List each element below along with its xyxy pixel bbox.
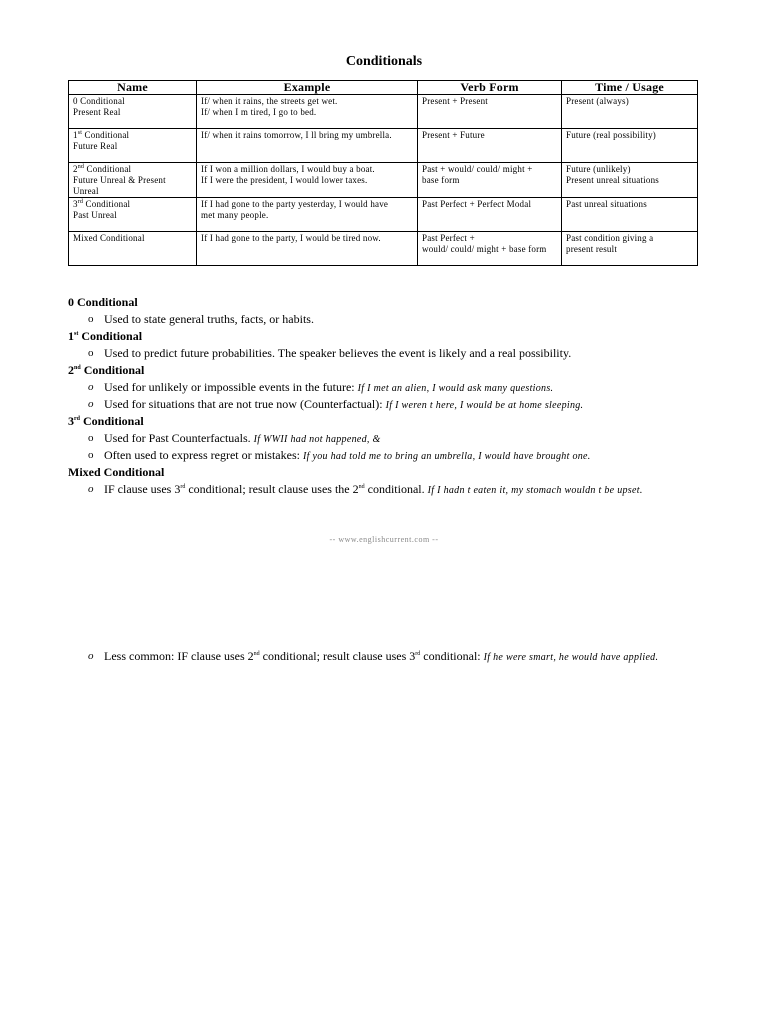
item-text: Used for Past Counterfactuals. xyxy=(104,431,254,445)
table-row xyxy=(69,232,698,266)
cell-text: 0 Conditional xyxy=(73,96,125,106)
cell-text: Present unreal situations xyxy=(566,175,659,185)
cell-example xyxy=(197,95,418,129)
list-item xyxy=(68,447,748,464)
cell-time-usage xyxy=(562,198,698,232)
lower-notes xyxy=(68,648,668,666)
cell-name xyxy=(69,198,197,232)
bullet-icon: o xyxy=(88,398,94,410)
rest: Conditional xyxy=(80,363,145,377)
cell-example xyxy=(197,198,418,232)
list-item xyxy=(68,311,748,328)
cell-text: met many people. xyxy=(201,210,269,220)
item-text: conditional; result clause uses the 2 xyxy=(185,482,359,496)
item-example: If he were smart, he would have applied. xyxy=(483,652,659,663)
num: 2 xyxy=(73,164,78,174)
list-item xyxy=(68,345,748,362)
item-text: conditional. xyxy=(364,482,428,496)
item-text: Used to state general truths, facts, or habits. xyxy=(104,312,314,326)
cell-name xyxy=(69,163,197,198)
ordinal-suffix: nd xyxy=(77,164,85,170)
cell-name xyxy=(69,232,197,266)
list-item xyxy=(68,648,668,666)
header-example: Example xyxy=(197,81,418,95)
item-text: Often used to express regret or mistakes: xyxy=(104,448,303,462)
bullet-icon: o xyxy=(88,313,94,325)
cell-time-usage xyxy=(562,129,698,163)
list-item xyxy=(68,379,748,396)
cell-verb-form xyxy=(418,163,562,198)
item-example: If you had told me to bring an umbrella, I would have brought one. xyxy=(302,451,591,462)
cell-verb-form xyxy=(418,129,562,163)
cell-verb-form xyxy=(418,95,562,129)
cell-text: Present + Present xyxy=(422,96,488,106)
cell-text: If/ when it rains tomorrow, I ll bring my umbrella. xyxy=(201,130,392,140)
rest: Conditional xyxy=(84,164,132,174)
header-name: Name xyxy=(69,81,197,95)
cell-text: Past unreal situations xyxy=(566,199,647,209)
rest: Conditional xyxy=(83,199,131,209)
ordinal-suffix: rd xyxy=(74,416,80,422)
item-text: Used for unlikely or impossible events in the future: xyxy=(104,380,358,394)
cell-verb-form xyxy=(418,232,562,266)
cell-text: If I had gone to the party yesterday, I would have xyxy=(201,199,389,209)
section-heading-third xyxy=(68,413,748,430)
bullet-icon: o xyxy=(88,449,94,461)
cell-time-usage xyxy=(562,163,698,198)
table-row xyxy=(69,129,698,163)
conditionals-table xyxy=(68,80,698,266)
cell-text xyxy=(73,130,192,141)
notes-section xyxy=(68,294,748,498)
cell-text: Past Unreal xyxy=(73,210,117,220)
section-heading-mixed: Mixed Conditional xyxy=(68,465,165,479)
section-heading-first xyxy=(68,328,748,345)
item-text: Used to predict future probabilities. The speaker believes the event is likely and a real possibility. xyxy=(104,346,572,360)
cell-text xyxy=(73,199,192,210)
cell-name xyxy=(69,129,197,163)
bullet-icon: o xyxy=(88,381,94,393)
bullet-icon: o xyxy=(88,432,94,444)
ordinal-suffix: rd xyxy=(77,199,84,205)
cell-text: Present + Future xyxy=(422,130,485,140)
cell-text: Present Real xyxy=(73,107,121,117)
num: 3 xyxy=(73,199,78,209)
cell-text: Past Perfect + xyxy=(422,233,475,243)
cell-example xyxy=(197,163,418,198)
cell-example xyxy=(197,232,418,266)
cell-text: Past Perfect + Perfect Modal xyxy=(422,199,532,209)
ordinal-suffix: rd xyxy=(415,651,421,657)
bullet-icon: o xyxy=(88,347,94,359)
rest: Conditional xyxy=(80,414,144,428)
num: 1 xyxy=(73,130,78,140)
cell-example xyxy=(197,129,418,163)
cell-name xyxy=(69,95,197,129)
rest: Conditional xyxy=(78,329,143,343)
item-text: conditional; result clause uses 3 xyxy=(259,649,416,663)
section-heading-second xyxy=(68,362,748,379)
list-item xyxy=(68,396,748,413)
item-example: If I met an alien, I would ask many questions. xyxy=(357,383,554,394)
cell-text: If I had gone to the party, I would be tired now. xyxy=(201,233,381,243)
ordinal-suffix: rd xyxy=(180,484,186,490)
item-text: conditional: xyxy=(420,649,484,663)
cell-text: If/ when I m tired, I go to bed. xyxy=(201,107,317,117)
list-item xyxy=(68,430,748,447)
document-title: Conditionals xyxy=(345,54,423,69)
cell-text: If/ when it rains, the streets get wet. xyxy=(201,96,338,106)
cell-text: Future Real xyxy=(73,141,118,151)
table-header-row xyxy=(69,81,698,95)
header-time-usage: Time / Usage xyxy=(562,81,698,95)
cell-text: Mixed Conditional xyxy=(73,233,145,243)
cell-text: Future Unreal & Present xyxy=(73,175,166,185)
item-example: If WWII had not happened, & xyxy=(253,434,381,445)
ordinal-suffix: nd xyxy=(74,365,81,371)
header-verb-form: Verb Form xyxy=(418,81,562,95)
footer-url: -- www.englishcurrent.com -- xyxy=(329,535,439,544)
bullet-icon: o xyxy=(88,483,94,495)
cell-text: Future (unlikely) xyxy=(566,164,631,174)
bullet-icon: o xyxy=(88,650,94,662)
item-example: If I weren t here, I would be at home sleeping. xyxy=(385,400,584,411)
cell-text: present result xyxy=(566,244,618,254)
ordinal-suffix: nd xyxy=(358,484,365,490)
item-text: IF clause uses 3 xyxy=(104,482,181,496)
cell-time-usage xyxy=(562,95,698,129)
num: 3 xyxy=(68,414,74,428)
num: 2 xyxy=(68,363,74,377)
table-row xyxy=(69,95,698,129)
cell-text: Past + would/ could/ might + xyxy=(422,164,533,174)
cell-verb-form xyxy=(418,198,562,232)
ordinal-suffix: st xyxy=(74,331,79,337)
cell-text: would/ could/ might + base form xyxy=(422,244,547,254)
cell-text: If I won a million dollars, I would buy a boat. xyxy=(201,164,375,174)
rest: Conditional xyxy=(82,130,130,140)
num: 1 xyxy=(68,329,74,343)
section-heading-zero: 0 Conditional xyxy=(68,295,138,309)
cell-time-usage xyxy=(562,232,698,266)
cell-text: Present (always) xyxy=(566,96,629,106)
cell-text: Past condition giving a xyxy=(566,233,654,243)
cell-text: Unreal xyxy=(73,186,99,196)
item-text: Used for situations that are not true now (Counterfactual): xyxy=(104,397,386,411)
item-example: If I hadn t eaten it, my stomach wouldn t be upset. xyxy=(427,485,643,496)
ordinal-suffix: nd xyxy=(253,651,260,657)
cell-text xyxy=(73,164,192,175)
cell-text: base form xyxy=(422,175,460,185)
ordinal-suffix: st xyxy=(77,130,83,136)
list-item xyxy=(68,481,748,498)
table-row xyxy=(69,163,698,198)
table-row xyxy=(69,198,698,232)
cell-text: Future (real possibility) xyxy=(566,130,656,140)
item-text: Less common: IF clause uses 2 xyxy=(104,649,254,663)
cell-text: If I were the president, I would lower taxes. xyxy=(201,175,368,185)
